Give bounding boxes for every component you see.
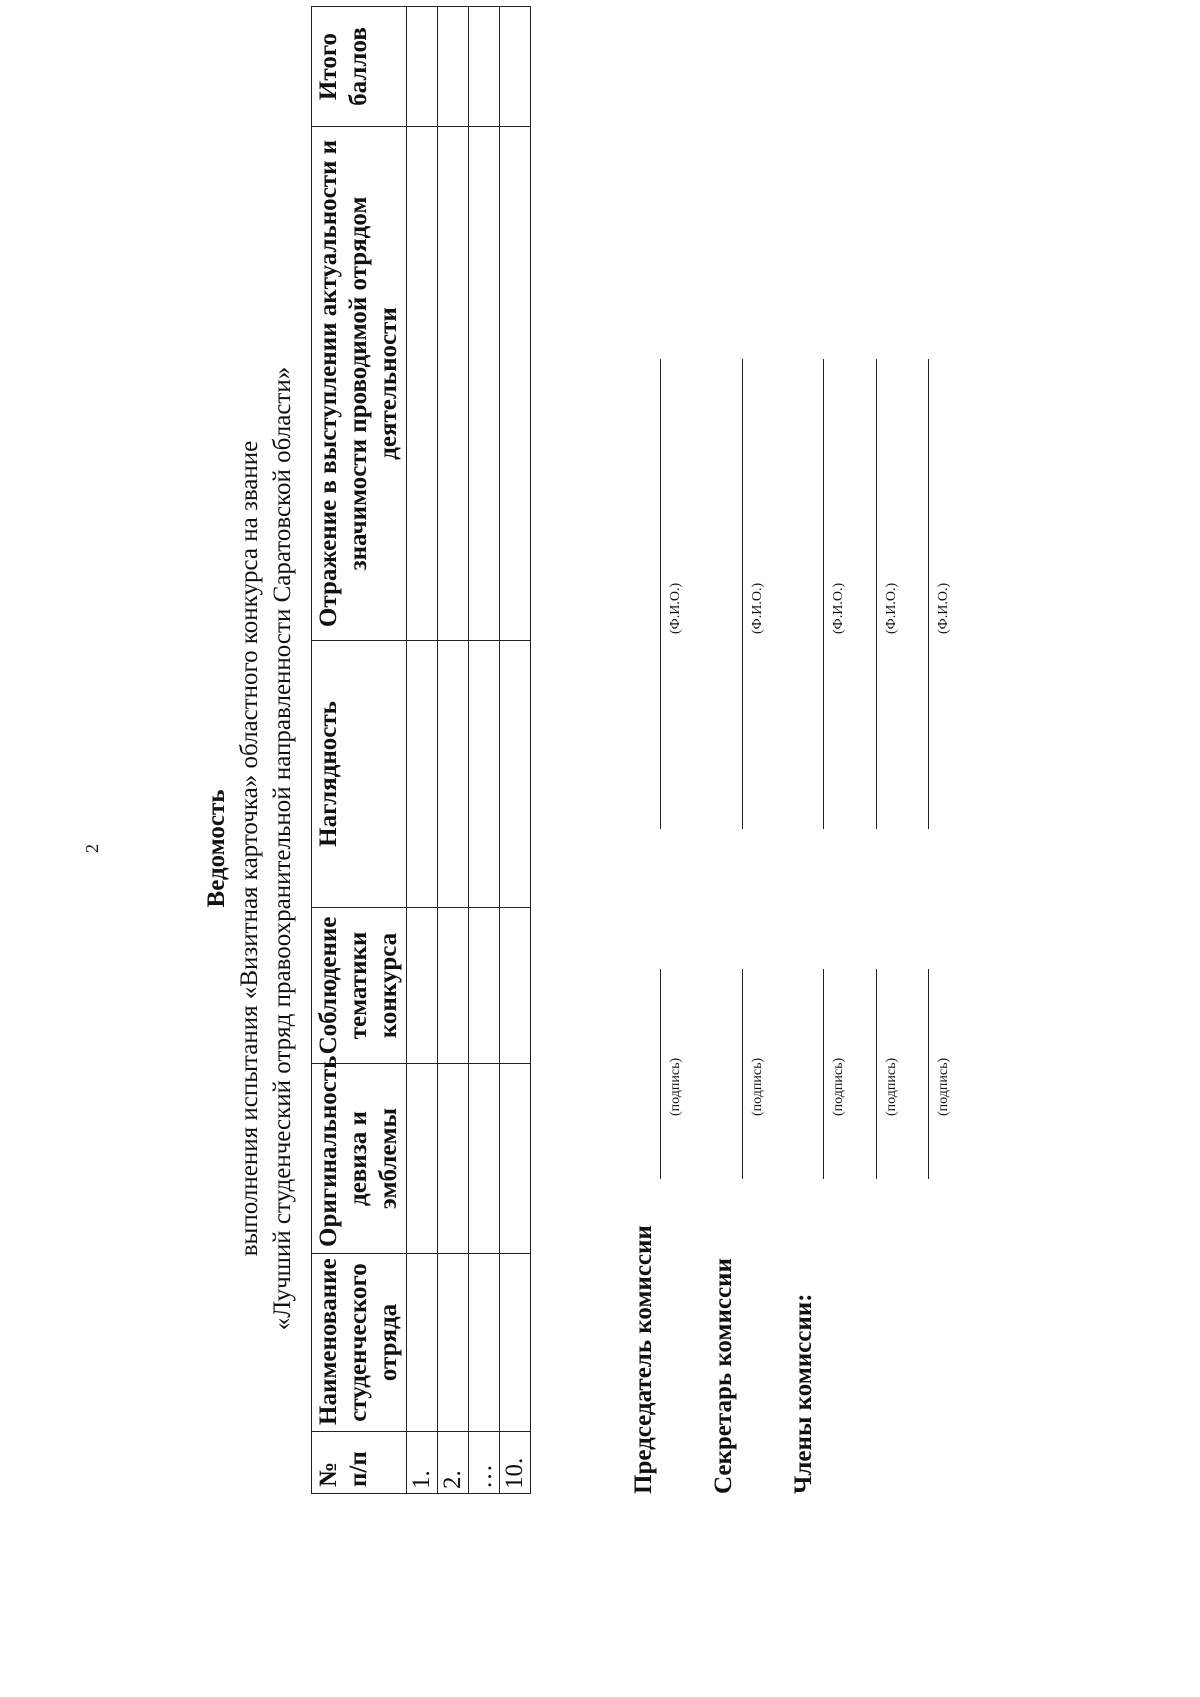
table-cell (500, 908, 531, 1064)
table-cell (469, 127, 500, 641)
member-3-signature-line (928, 969, 929, 1179)
secretary-name-caption: (Ф.И.О.) (750, 582, 765, 634)
table-cell (500, 1064, 531, 1254)
member-3-name-line (928, 359, 929, 829)
table-row (500, 7, 531, 1494)
secretary-name-line (742, 359, 743, 829)
header-squad-name: Наименование студенческого отряда (312, 1254, 407, 1432)
chairman-name-line (660, 359, 661, 829)
table-cell (500, 1254, 531, 1432)
member-1-name-caption: (Ф.И.О.) (831, 582, 846, 634)
table-cell (469, 1064, 500, 1254)
table-cell (469, 908, 500, 1064)
table-cell (407, 641, 438, 908)
table-cell (407, 908, 438, 1064)
header-theme-compliance: Соблюдение тематики конкурса (312, 908, 407, 1064)
member-2-signature-caption: (подпись) (884, 1057, 899, 1116)
table-cell (469, 641, 500, 908)
member-3-signature-caption: (подпись) (936, 1057, 951, 1116)
members-label: Члены комиссии: (790, 1293, 817, 1494)
table-cell (438, 1254, 469, 1432)
chairman-label: Председатель комиссии (630, 1225, 657, 1494)
table-cell (407, 1064, 438, 1254)
table-cell (407, 127, 438, 641)
title-line-1: Ведомость (203, 789, 230, 908)
header-number: № п/п (312, 1432, 407, 1494)
signature-block (630, 94, 1030, 1494)
secretary-label: Секретарь комиссии (710, 1258, 737, 1494)
chairman-signature-line (660, 969, 661, 1179)
table-row (407, 7, 438, 1494)
chairman-name-caption: (Ф.И.О.) (668, 582, 683, 634)
table-cell: 1. (407, 1432, 438, 1494)
table-cell (500, 7, 531, 127)
member-1-signature-caption: (подпись) (831, 1057, 846, 1116)
member-2-name-caption: (Ф.И.О.) (884, 582, 899, 634)
table-cell (438, 127, 469, 641)
table-cell (469, 1254, 500, 1432)
table-cell (438, 641, 469, 908)
header-visibility: Наглядность (312, 641, 407, 908)
table-cell (438, 1064, 469, 1254)
member-2-signature-line (876, 969, 877, 1179)
secretary-signature-line (742, 969, 743, 1179)
title-line-3: «Лучший студенческий отряд правоохранительной направленности Саратовской области» (269, 366, 296, 1331)
chairman-signature-caption: (подпись) (668, 1057, 683, 1116)
member-2-name-line (876, 359, 877, 829)
member-1-name-line (823, 359, 824, 829)
table-cell: 2. (438, 1432, 469, 1494)
table-cell (500, 641, 531, 908)
results-table (311, 6, 531, 1494)
table-cell (407, 7, 438, 127)
header-originality: Оригинальность девиза и эмблемы (312, 1064, 407, 1254)
table-cell (500, 127, 531, 641)
member-3-name-caption: (Ф.И.О.) (936, 582, 951, 634)
table-row (438, 7, 469, 1494)
page-number: 2 (82, 844, 102, 853)
table-cell (469, 7, 500, 127)
table-cell: 10. (500, 1432, 531, 1494)
table-cell (438, 7, 469, 127)
title-line-2: выполнения испытания «Визитная карточка» областного конкурса на звание (236, 440, 263, 1257)
member-1-signature-line (823, 969, 824, 1179)
header-total: Итого баллов (312, 7, 407, 127)
table-row (469, 7, 500, 1494)
document-title (200, 0, 299, 1697)
secretary-signature-caption: (подпись) (750, 1057, 765, 1116)
table-header-row (312, 7, 407, 1494)
table-cell (407, 1254, 438, 1432)
table-cell: … (469, 1432, 500, 1494)
table-cell (438, 908, 469, 1064)
header-relevance: Отражение в выступлении актуальности и значимости проводимой отрядом деятельности (312, 127, 407, 641)
